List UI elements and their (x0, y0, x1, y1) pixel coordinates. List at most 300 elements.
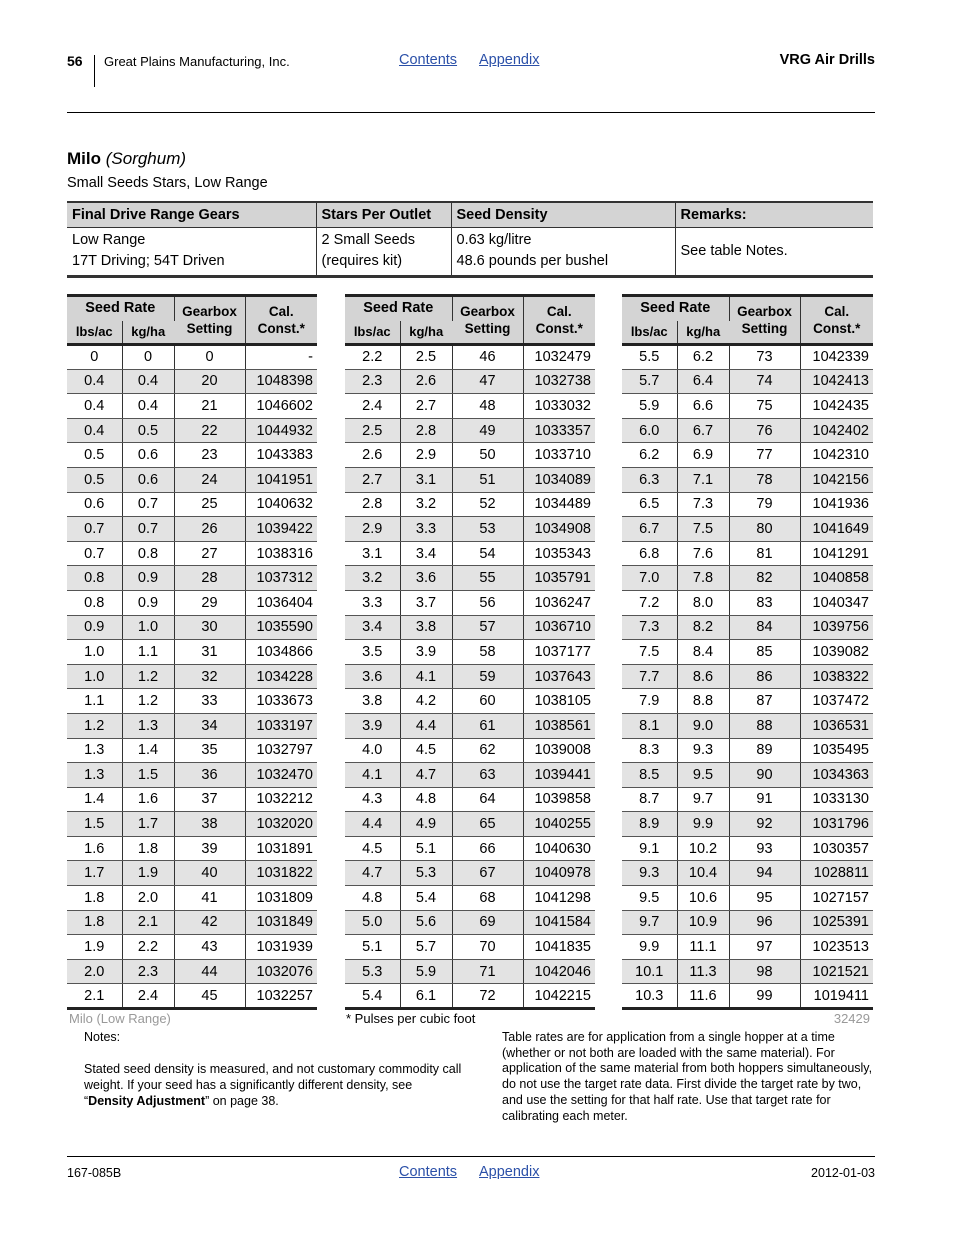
kg-ha-cell: 0.4 (122, 394, 174, 419)
table-row (345, 615, 595, 640)
gearbox-header-line: Setting (464, 321, 511, 336)
cal-const-header (245, 296, 317, 345)
table-row (622, 812, 873, 837)
kg-ha-header: kg/ha (677, 321, 729, 345)
gearbox-cell: 95 (729, 886, 800, 911)
lbs-ac-cell: 0.4 (67, 418, 122, 443)
footer-contents-link[interactable]: Contents (399, 1164, 458, 1180)
table-row (622, 467, 873, 492)
kg-ha-cell: 5.6 (400, 910, 452, 935)
title-crop: Milo (67, 149, 101, 168)
info-density-line: 48.6 pounds per bushel (456, 253, 609, 269)
cal-const-cell: 1040347 (800, 590, 873, 615)
cal-const-cell: 1041298 (523, 886, 595, 911)
kg-ha-cell: 11.3 (677, 959, 729, 984)
cal-const-cell: 1035343 (523, 541, 595, 566)
kg-ha-cell: 6.7 (677, 418, 729, 443)
gearbox-cell: 64 (452, 787, 523, 812)
cal-const-cell: 1038316 (245, 541, 317, 566)
gearbox-cell: 37 (174, 787, 245, 812)
cal-const-cell: 1033710 (523, 443, 595, 468)
kg-ha-cell: 7.1 (677, 467, 729, 492)
cal-const-cell: 1040632 (245, 492, 317, 517)
kg-ha-cell: 2.0 (122, 886, 174, 911)
cal-const-cell: 1023513 (800, 935, 873, 960)
gearbox-header-line: Gearbox (182, 304, 237, 319)
cal-const-cell: 1038105 (523, 689, 595, 714)
kg-ha-cell: 10.4 (677, 861, 729, 886)
kg-ha-cell: 6.6 (677, 394, 729, 419)
cal-const-cell: 1042046 (523, 959, 595, 984)
cal-const-cell: 1034228 (245, 664, 317, 689)
kg-ha-cell: 10.2 (677, 836, 729, 861)
kg-ha-cell: 0.7 (122, 492, 174, 517)
gearbox-cell: 35 (174, 738, 245, 763)
kg-ha-cell: 1.8 (122, 836, 174, 861)
lbs-ac-cell: 4.8 (345, 886, 400, 911)
table-row (67, 615, 317, 640)
kg-ha-cell: 0.9 (122, 590, 174, 615)
cal-const-cell: 1032738 (523, 369, 595, 394)
kg-ha-cell: 1.9 (122, 861, 174, 886)
gearbox-cell: 58 (452, 640, 523, 665)
cal-const-cell: 1032257 (256, 987, 313, 1004)
gearbox-cell: 91 (729, 787, 800, 812)
notes-density (84, 1061, 464, 1109)
cal-const-cell: 1034089 (523, 467, 595, 492)
table-row (345, 443, 595, 468)
cal-const-cell: 1033673 (245, 689, 317, 714)
cal-header-line: Cal. (824, 304, 850, 319)
lbs-ac-cell: 2.8 (345, 492, 400, 517)
kg-ha-cell: 4.7 (400, 763, 452, 788)
table-row (67, 640, 317, 665)
table-row (622, 861, 873, 886)
gearbox-cell: 0 (174, 345, 245, 370)
gearbox-header-line: Gearbox (460, 304, 515, 319)
kg-ha-cell: 3.3 (400, 517, 452, 542)
info-cell-density (451, 227, 675, 276)
gearbox-cell: 25 (174, 492, 245, 517)
table-row (345, 713, 595, 738)
kg-ha-cell: 1.2 (122, 664, 174, 689)
table-row (345, 787, 595, 812)
lbs-ac-cell: 7.7 (622, 664, 677, 689)
gearbox-cell: 86 (729, 664, 800, 689)
kg-ha-header: kg/ha (400, 321, 452, 345)
kg-ha-cell: 7.8 (677, 566, 729, 591)
gearbox-cell: 61 (452, 713, 523, 738)
table-row (345, 861, 595, 886)
table-row (345, 369, 595, 394)
lbs-ac-cell: 3.4 (345, 615, 400, 640)
table-row (345, 738, 595, 763)
cal-const-cell: 1044932 (245, 418, 317, 443)
gearbox-cell: 49 (452, 418, 523, 443)
cal-header-line: Const.* (813, 321, 861, 336)
table-row (622, 566, 873, 591)
kg-ha-cell: 11.6 (677, 984, 729, 1009)
kg-ha-cell: 5.9 (400, 959, 452, 984)
lbs-ac-cell: 5.5 (622, 345, 677, 370)
table-row (622, 492, 873, 517)
gearbox-cell: 94 (729, 861, 800, 886)
cal-const-cell: 1036710 (523, 615, 595, 640)
lbs-ac-cell: 4.0 (345, 738, 400, 763)
info-range-line: Low Range (72, 232, 146, 248)
table-row (67, 443, 317, 468)
table-row (67, 984, 317, 1009)
table-row (622, 369, 873, 394)
table-row (622, 763, 873, 788)
table-row (345, 664, 595, 689)
gearbox-cell: 70 (452, 935, 523, 960)
kg-ha-header: kg/ha (122, 321, 174, 345)
lbs-ac-cell: 6.7 (622, 517, 677, 542)
table-row (345, 394, 595, 419)
section-title (67, 149, 186, 169)
cal-const-cell: 1025391 (800, 910, 873, 935)
kg-ha-cell: 11.1 (677, 935, 729, 960)
table-row (67, 689, 317, 714)
table-row (622, 517, 873, 542)
cal-const-cell: 1032797 (245, 738, 317, 763)
table-row (67, 664, 317, 689)
gearbox-cell: 73 (729, 345, 800, 370)
table-row (345, 566, 595, 591)
kg-ha-cell: 4.2 (400, 689, 452, 714)
footnote-pulses: * Pulses per cubic foot (346, 1011, 476, 1026)
cal-const-cell: 1038561 (523, 713, 595, 738)
table-row (67, 836, 317, 861)
gearbox-cell: 29 (174, 590, 245, 615)
lbs-ac-header: lbs/ac (622, 321, 677, 345)
gearbox-cell: 39 (174, 836, 245, 861)
lbs-ac-cell: 2.1 (67, 984, 122, 1009)
gearbox-cell: 48 (452, 394, 523, 419)
lbs-ac-cell: 2.2 (345, 345, 400, 370)
cal-const-cell: 1036531 (800, 713, 873, 738)
lbs-ac-header: lbs/ac (67, 321, 122, 345)
page-number: 56 (67, 53, 83, 69)
product-name: VRG Air Drills (779, 52, 875, 68)
cal-const-cell: 1028811 (800, 861, 873, 886)
kg-ha-cell: 8.8 (677, 689, 729, 714)
table-row (67, 517, 317, 542)
lbs-ac-cell: 5.4 (345, 984, 400, 1009)
gearbox-cell: 78 (729, 467, 800, 492)
cal-const-cell: 1033357 (523, 418, 595, 443)
kg-ha-cell: 6.1 (400, 984, 452, 1009)
lbs-ac-cell: 3.8 (345, 689, 400, 714)
document-date: 2012-01-03 (811, 1166, 875, 1180)
gearbox-cell: 31 (174, 640, 245, 665)
gearbox-cell: 27 (174, 541, 245, 566)
table-row (345, 836, 595, 861)
kg-ha-cell: 1.2 (122, 689, 174, 714)
cal-const-cell: 1042310 (800, 443, 873, 468)
lbs-ac-cell: 4.3 (345, 787, 400, 812)
gearbox-cell: 55 (452, 566, 523, 591)
gearbox-cell: 21 (174, 394, 245, 419)
table-row (622, 615, 873, 640)
gearbox-cell: 96 (729, 910, 800, 935)
kg-ha-cell: 5.3 (400, 861, 452, 886)
kg-ha-cell: 4.5 (400, 738, 452, 763)
cal-const-cell: 1033032 (523, 394, 595, 419)
info-stars-line: 2 Small Seeds (321, 232, 415, 248)
header-appendix-link[interactable]: Appendix (479, 52, 540, 68)
cal-const-cell: 1039441 (523, 763, 595, 788)
cal-const-cell: 1033130 (800, 787, 873, 812)
kg-ha-cell: 7.5 (677, 517, 729, 542)
kg-ha-cell: 0.5 (122, 418, 174, 443)
table-row (345, 467, 595, 492)
kg-ha-cell: 9.0 (677, 713, 729, 738)
gearbox-cell: 75 (729, 394, 800, 419)
lbs-ac-cell: 2.0 (67, 959, 122, 984)
table-row (67, 418, 317, 443)
gearbox-cell: 23 (174, 443, 245, 468)
cal-const-cell: 1037177 (523, 640, 595, 665)
table-row (67, 492, 317, 517)
table-row (345, 517, 595, 542)
kg-ha-cell: 4.1 (400, 664, 452, 689)
table-row (622, 836, 873, 861)
table-row (67, 935, 317, 960)
kg-ha-cell: 2.4 (122, 984, 174, 1009)
kg-ha-cell: 1.3 (122, 713, 174, 738)
kg-ha-cell: 4.4 (400, 713, 452, 738)
lbs-ac-cell: 1.8 (67, 886, 122, 911)
table-row (622, 886, 873, 911)
table-row (67, 713, 317, 738)
lbs-ac-cell: 0.4 (67, 394, 122, 419)
lbs-ac-cell: 9.5 (622, 886, 677, 911)
cal-const-cell: 1035495 (800, 738, 873, 763)
kg-ha-cell: 7.3 (677, 492, 729, 517)
lbs-ac-cell: 1.4 (67, 787, 122, 812)
gearbox-cell: 50 (452, 443, 523, 468)
gearbox-cell: 34 (174, 713, 245, 738)
table-row (345, 812, 595, 837)
kg-ha-cell: 4.9 (400, 812, 452, 837)
kg-ha-cell: 3.4 (400, 541, 452, 566)
document-number: 167-085B (67, 1166, 122, 1180)
lbs-ac-cell: 3.6 (345, 664, 400, 689)
gearbox-cell: 57 (452, 615, 523, 640)
gearbox-setting-header (452, 296, 523, 345)
table-row (345, 345, 595, 370)
lbs-ac-cell: 3.9 (345, 713, 400, 738)
gearbox-cell: 68 (452, 886, 523, 911)
cal-const-cell: 1039756 (800, 615, 873, 640)
kg-ha-cell: 1.5 (122, 763, 174, 788)
table-row (622, 787, 873, 812)
drive-info-table (67, 201, 873, 278)
kg-ha-cell: 0 (122, 345, 174, 370)
table-row (345, 541, 595, 566)
kg-ha-cell: 8.4 (677, 640, 729, 665)
cal-const-cell: 1030357 (800, 836, 873, 861)
lbs-ac-cell: 6.2 (622, 443, 677, 468)
cal-const-cell: 1032076 (245, 959, 317, 984)
info-density-line: 0.63 kg/litre (456, 232, 532, 248)
table-row (67, 787, 317, 812)
cal-const-cell: 1042435 (800, 394, 873, 419)
seed-rate-header: Seed Rate (622, 296, 729, 321)
lbs-ac-cell: 9.3 (622, 861, 677, 886)
lbs-ac-cell: 4.7 (345, 861, 400, 886)
seed-rate-header: Seed Rate (345, 296, 452, 321)
gearbox-cell: 67 (452, 861, 523, 886)
table-row (67, 394, 317, 419)
kg-ha-cell: 0.6 (122, 443, 174, 468)
section-subtitle: Small Seeds Stars, Low Range (67, 175, 268, 191)
cal-const-cell: 1036404 (245, 590, 317, 615)
cal-const-cell: 1040630 (523, 836, 595, 861)
lbs-ac-cell: 9.7 (622, 910, 677, 935)
cal-const-cell: 1039422 (245, 517, 317, 542)
gearbox-cell: 77 (729, 443, 800, 468)
lbs-ac-cell: 10.3 (622, 984, 677, 1009)
kg-ha-cell: 9.9 (677, 812, 729, 837)
table-row (622, 959, 873, 984)
kg-ha-cell: 1.1 (122, 640, 174, 665)
table-row (622, 984, 873, 1009)
notes-density-page: ” on page 38. (205, 1094, 279, 1108)
cal-header-line: Cal. (546, 304, 572, 319)
gearbox-cell: 43 (174, 935, 245, 960)
lbs-ac-cell: 6.5 (622, 492, 677, 517)
lbs-ac-cell: 0.9 (67, 615, 122, 640)
rate-table-1 (67, 294, 317, 1010)
lbs-ac-cell: 0.7 (67, 517, 122, 542)
lbs-ac-cell: 7.9 (622, 689, 677, 714)
gearbox-cell: 44 (174, 959, 245, 984)
lbs-ac-cell: 2.4 (345, 394, 400, 419)
rate-table-2 (345, 294, 595, 1010)
cal-const-cell: 1031796 (800, 812, 873, 837)
lbs-ac-cell: 5.7 (622, 369, 677, 394)
cal-const-cell: 1038322 (800, 664, 873, 689)
cal-header-line: Const.* (257, 321, 305, 336)
kg-ha-cell: 4.8 (400, 787, 452, 812)
kg-ha-cell: 8.6 (677, 664, 729, 689)
cal-header-line: Const.* (535, 321, 583, 336)
lbs-ac-cell: 8.7 (622, 787, 677, 812)
gearbox-cell: 53 (452, 517, 523, 542)
lbs-ac-cell: 1.6 (67, 836, 122, 861)
cal-const-header (523, 296, 595, 345)
cal-const-cell: 1034489 (523, 492, 595, 517)
figure-number: 32429 (833, 1011, 870, 1026)
kg-ha-cell: 2.2 (122, 935, 174, 960)
lbs-ac-cell: 2.7 (345, 467, 400, 492)
table-row (67, 467, 317, 492)
table-row (622, 541, 873, 566)
kg-ha-cell: 0.9 (122, 566, 174, 591)
footer-appendix-link[interactable]: Appendix (479, 1164, 540, 1180)
kg-ha-cell: 2.5 (400, 345, 452, 370)
gearbox-cell: 65 (452, 812, 523, 837)
kg-ha-cell: 2.8 (400, 418, 452, 443)
header-contents-link[interactable]: Contents (399, 52, 458, 68)
gearbox-cell: 87 (729, 689, 800, 714)
table-row (622, 394, 873, 419)
cal-const-cell: 1041291 (800, 541, 873, 566)
lbs-ac-cell: 1.8 (67, 910, 122, 935)
kg-ha-cell: 9.5 (677, 763, 729, 788)
cal-const-cell: 1041951 (245, 467, 317, 492)
gearbox-cell: 28 (174, 566, 245, 591)
cal-const-cell: 1031891 (245, 836, 317, 861)
gearbox-cell: 26 (174, 517, 245, 542)
table-row (622, 689, 873, 714)
gearbox-cell: 98 (729, 959, 800, 984)
lbs-ac-cell: 2.6 (345, 443, 400, 468)
table-row (345, 763, 595, 788)
lbs-ac-cell: 5.3 (345, 959, 400, 984)
table-row (345, 640, 595, 665)
table-row (345, 689, 595, 714)
kg-ha-cell: 6.9 (677, 443, 729, 468)
lbs-ac-cell: 1.9 (67, 935, 122, 960)
gearbox-cell: 54 (452, 541, 523, 566)
cal-const-cell: 1037472 (800, 689, 873, 714)
cal-const-cell: 1034866 (245, 640, 317, 665)
table-row (345, 492, 595, 517)
info-cell-remarks (675, 227, 873, 276)
cal-const-cell: 1041835 (523, 935, 595, 960)
gearbox-cell: 41 (174, 886, 245, 911)
gearbox-cell: 24 (174, 467, 245, 492)
table-row (345, 886, 595, 911)
cal-const-cell: 1042339 (800, 345, 873, 370)
gearbox-cell: 97 (729, 935, 800, 960)
table-row (345, 984, 595, 1009)
kg-ha-cell: 2.3 (122, 959, 174, 984)
cal-const-cell: 1042413 (800, 369, 873, 394)
cal-const-cell: 1021521 (800, 959, 873, 984)
kg-ha-cell: 0.6 (122, 467, 174, 492)
kg-ha-cell: 3.8 (400, 615, 452, 640)
footer-rule (67, 1156, 875, 1157)
gearbox-cell: 46 (452, 345, 523, 370)
gearbox-header-line: Setting (741, 321, 788, 336)
kg-ha-cell: 3.2 (400, 492, 452, 517)
gearbox-setting-header (729, 296, 800, 345)
kg-ha-cell: 9.3 (677, 738, 729, 763)
kg-ha-cell: 1.4 (122, 738, 174, 763)
cal-const-cell: 1034908 (523, 517, 595, 542)
cal-const-cell: 1041584 (523, 910, 595, 935)
lbs-ac-cell: 8.3 (622, 738, 677, 763)
table-row (67, 812, 317, 837)
cal-const-cell: 1032479 (523, 345, 595, 370)
cal-const-cell: 1031939 (245, 935, 317, 960)
cal-const-cell: - (245, 345, 317, 370)
gearbox-cell: 47 (452, 369, 523, 394)
gearbox-cell: 33 (174, 689, 245, 714)
lbs-ac-cell: 4.5 (345, 836, 400, 861)
cal-const-cell: 1035791 (523, 566, 595, 591)
table-row (67, 566, 317, 591)
kg-ha-cell: 1.6 (122, 787, 174, 812)
lbs-ac-cell: 7.5 (622, 640, 677, 665)
lbs-ac-cell: 9.1 (622, 836, 677, 861)
gearbox-cell: 72 (452, 984, 523, 1009)
